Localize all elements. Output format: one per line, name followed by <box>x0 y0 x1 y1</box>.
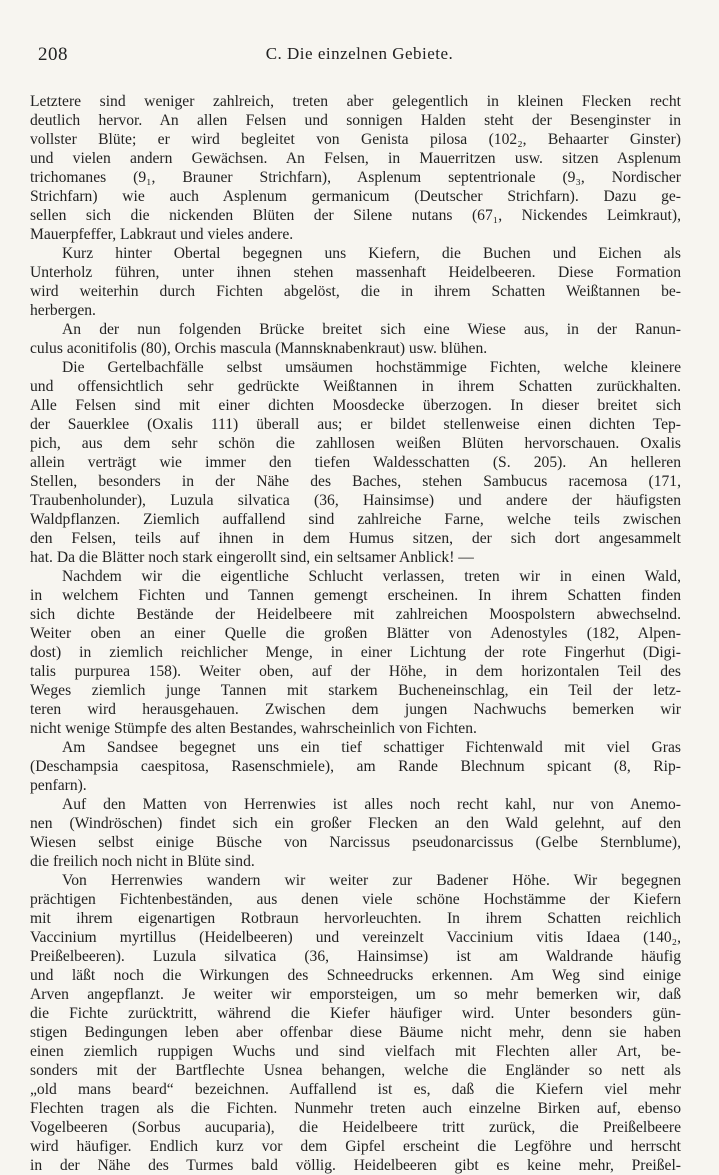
text-line: und offensichtlich sehr gedrückte Weißtannen in ihrem Schatten zurückhalten. <box>30 378 681 395</box>
text-line: Vogelbeeren (Sorbus aucuparia), die Heidelbeere tritt zurück, die Preißelbeere <box>30 1119 681 1136</box>
text-line: Strichfarn) wie auch Asplenum germanicum (Deutscher Strichfarn). Dazu ge- <box>30 188 681 205</box>
text-line: Vaccinium myrtillus (Heidelbeeren) und vereinzelt Vaccinium vitis Idaea (140₂, <box>30 929 681 946</box>
text-line: Stellen, besonders in der Nähe des Baches, stehen Sambucus racemosa (171, <box>30 473 681 490</box>
page-header <box>38 44 681 70</box>
text-line: und vielen andern Gewächsen. An Felsen, in Mauerritzen usw. sitzen Asplenum <box>30 150 681 167</box>
text-line: deutlich hervor. An allen Felsen und sonnigen Halden steht der Besenginster in <box>30 112 681 129</box>
text-line: prächtigen Fichtenbeständen, aus denen viele schöne Hochstämme der Kiefern <box>30 891 681 908</box>
text-line: Flechten tragen als die Fichten. Nunmehr treten auch einzelne Birken auf, ebenso <box>30 1100 681 1117</box>
text-line: den Felsen, teils auf ihnen in dem Humus sitzen, der sich dort angesammelt <box>30 530 681 547</box>
text-line: die freilich noch nicht in Blüte sind. <box>30 853 255 870</box>
text-line: Wiesen selbst einige Büsche von Narcissus pseudonarcissus (Gelbe Sternblume), <box>30 834 681 851</box>
text-line: (Deschampsia caespitosa, Rasenschmiele), am Rande Blechnum spicant (8, Rip- <box>30 758 681 775</box>
text-line: culus aconitifolis (80), Orchis mascula (Mannsknabenkraut) usw. blühen. <box>30 340 488 357</box>
text-line: dost) in ziemlich reichlicher Menge, in einer Lichtung der rote Fingerhut (Digi- <box>30 644 681 661</box>
text-line: penfarn). <box>30 777 87 794</box>
text-line: Unterholz führen, unter ihnen stehen massenhaft Heidelbeeren. Diese Formation <box>30 264 681 281</box>
text-line: stigen Bedingungen leben aber offenbar diese Bäume nicht mehr, denn sie haben <box>30 1024 681 1041</box>
text-line: Waldpflanzen. Ziemlich auffallend sind zahlreiche Farne, welche teils zwischen <box>30 511 681 528</box>
text-line: Preißelbeeren). Luzula silvatica (36, Hainsimse) ist am Waldrande häufig <box>30 948 681 965</box>
text-line: vollster Blüte; er wird begleitet von Genista pilosa (102₂, Behaarter Ginster) <box>30 131 681 148</box>
text-line: herbergen. <box>30 302 96 319</box>
text-line: der Sauerklee (Oxalis 111) überall aus; er bildet stellenweise einen dichten Tep- <box>30 416 681 433</box>
running-head: C. Die einzelnen Gebiete. <box>265 44 454 63</box>
text-line: in welchem Fichten und Tannen gemengt erscheinen. In ihrem Schatten finden <box>30 587 681 604</box>
text-line: An der nun folgenden Brücke breitet sich eine Wiese aus, in der Ranun- <box>62 321 681 338</box>
text-line: Weges ziemlich junge Tannen mit starkem Bucheneinschlag, ein Teil der letz- <box>30 682 681 699</box>
text-line: allein verträgt wie immer den tiefen Waldesschatten (S. 205). An helleren <box>30 454 681 471</box>
text-line: sellen sich die nickenden Blüten der Silene nutans (67₁, Nickendes Leimkraut), <box>30 207 681 224</box>
text-line: und läßt noch die Wirkungen des Schneedrucks erkennen. Am Weg sind einige <box>30 967 681 984</box>
text-line: mit ihrem eigenartigen Rotbraun hervorleuchten. In ihrem Schatten reichlich <box>30 910 681 927</box>
text-line: wird weiterhin durch Fichten abgelöst, die in ihrem Schatten Weißtannen be- <box>30 283 681 300</box>
text-line: trichomanes (9₁, Brauner Strichfarn), Asplenum septentrionale (9₃, Nordischer <box>30 169 681 186</box>
text-line: Arven angepflanzt. Je weiter wir emporsteigen, um so mehr bemerken wir, daß <box>30 986 681 1003</box>
text-line: Mauerpfeffer, Labkraut und vieles andere. <box>30 226 294 243</box>
text-line: Alle Felsen sind mit einer dichten Moosdecke überzogen. In dieser breitet sich <box>30 397 681 414</box>
body-text <box>30 92 681 1175</box>
text-line: nen (Windröschen) findet sich ein großer Flecken an den Wald gelehnt, auf den <box>30 815 681 832</box>
text-line: Letztere sind weniger zahlreich, treten aber gelegentlich in kleinen Flecken recht <box>30 93 681 110</box>
text-line: Von Herrenwies wandern wir weiter zur Badener Höhe. Wir begegnen <box>62 872 681 889</box>
text-line: talis purpurea 158). Weiter oben, auf der Höhe, in dem horizontalen Teil des <box>30 663 681 680</box>
text-line: nicht wenige Stümpfe des alten Bestandes, wahrscheinlich von Fichten. <box>30 720 477 737</box>
text-line: in der Nähe des Turmes bald völlig. Heidelbeeren gibt es keine mehr, Preißel- <box>30 1157 681 1174</box>
text-line: teren wird herausgehauen. Zwischen dem jungen Nachwuchs bemerken wir <box>30 701 681 718</box>
page-number: 208 <box>38 44 68 65</box>
text-line: Traubenholunder), Luzula silvatica (36, Hainsimse) und andere der häufigsten <box>30 492 681 509</box>
text-line: Nachdem wir die eigentliche Schlucht verlassen, treten wir in einen Wald, <box>62 568 681 585</box>
text-line: Kurz hinter Obertal begegnen uns Kiefern, die Buchen und Eichen als <box>62 245 681 262</box>
text-line: Weiter oben an einer Quelle die großen Blätter von Adenostyles (182, Alpen- <box>30 625 681 642</box>
text-line: Am Sandsee begegnet uns ein tief schattiger Fichtenwald mit viel Gras <box>62 739 681 756</box>
text-line: Die Gertelbachfälle selbst umsäumen hochstämmige Fichten, welche kleinere <box>62 359 681 376</box>
text-line: pich, aus dem sehr schön die zahllosen weißen Blüten hervorschauen. Oxalis <box>30 435 681 452</box>
text-line: „old mans beard“ bezeichnen. Auffallend ist es, daß die Kiefern viel mehr <box>30 1081 681 1098</box>
text-line: wird häufiger. Endlich kurz vor dem Gipfel erscheint die Legföhre und herrscht <box>30 1138 681 1155</box>
text-line: sich dichte Bestände der Heidelbeere mit zahlreichen Moospolstern abwechselnd. <box>30 606 681 623</box>
text-line: die Fichte zurücktritt, während die Kiefer häufiger wird. Unter besonders gün- <box>30 1005 681 1022</box>
text-line: hat. Da die Blätter noch stark eingerollt sind, ein seltsamer Anblick! — <box>30 549 474 566</box>
text-line: sonders mit der Bartflechte Usnea behangen, welche die Engländer so nett als <box>30 1062 681 1079</box>
text-line: einen ziemlich ruppigen Wuchs und sind vielfach mit Flechten aller Art, be- <box>30 1043 681 1060</box>
text-line: Auf den Matten von Herrenwies ist alles noch recht kahl, nur von Anemo- <box>62 796 681 813</box>
